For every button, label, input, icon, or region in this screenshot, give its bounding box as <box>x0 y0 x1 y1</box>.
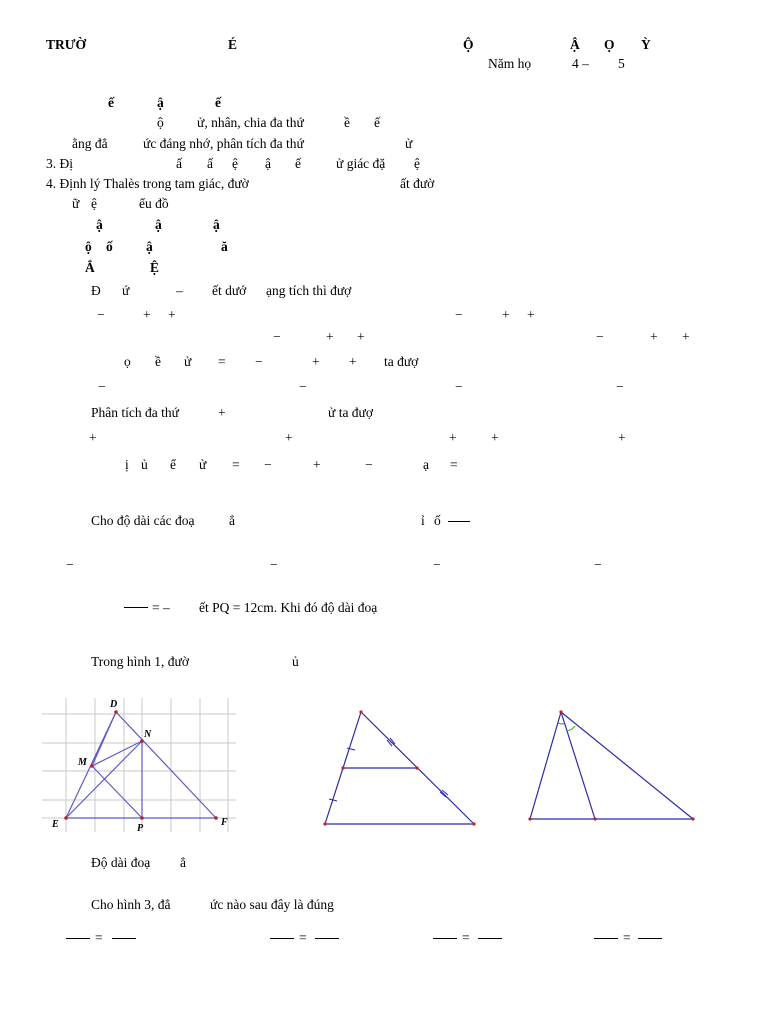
answer-c: + <box>357 329 365 344</box>
answer-c: − <box>455 379 463 394</box>
outline-fragment: ậ <box>96 217 103 232</box>
question-stem: ẳ <box>180 855 186 870</box>
question-stem: Phân tích đa thứ <box>91 405 179 420</box>
answer-a: + <box>89 430 97 445</box>
outline-fragment: ằng đẳ <box>72 136 108 151</box>
question-stem: ị <box>125 457 129 472</box>
question-stem: – <box>176 283 183 298</box>
answer-a-fraction <box>112 938 136 939</box>
answer-c: − <box>273 329 281 344</box>
outline-fragment: ế <box>215 95 221 110</box>
equals-sign: = <box>218 354 226 369</box>
answer-d: − <box>596 329 604 344</box>
outline-fragment: ề <box>344 115 350 130</box>
answer-d: + <box>650 329 658 344</box>
answer-c-fraction <box>433 938 457 939</box>
outline-fragment: ậ <box>155 217 162 232</box>
question-stem: ủ <box>141 457 148 472</box>
school-name: TRƯỜ <box>46 37 86 52</box>
equals-sign: = <box>623 930 631 945</box>
label-p: P <box>137 823 144 834</box>
section-heading: Ắ <box>85 260 95 275</box>
outline-fragment: ệ <box>91 196 97 211</box>
question-stem: ọ <box>124 354 131 369</box>
plus-sign: + <box>312 354 320 369</box>
outline-fragment: ậ <box>265 156 271 171</box>
answer-b: + <box>285 430 293 445</box>
answer-b: − <box>270 557 278 572</box>
question-stem: ạ <box>423 457 429 472</box>
answer-b: + <box>502 307 510 322</box>
label-n: N <box>144 729 152 740</box>
answer-a: + <box>143 307 151 322</box>
answer-b: − <box>299 379 307 394</box>
outline-fragment: ế <box>108 95 114 110</box>
answer-d: + <box>618 430 626 445</box>
question-stem: ể <box>170 457 176 472</box>
outline-fragment: ộ <box>85 239 92 254</box>
question-stem: Đ <box>91 283 101 298</box>
outline-fragment: ấ <box>207 156 213 171</box>
header-fragment: Ậ <box>570 37 580 52</box>
question-stem: Trong hình 1, đườ <box>91 654 189 669</box>
label-e: E <box>52 819 59 830</box>
plus-sign: + <box>218 405 226 420</box>
plus-sign: + <box>349 354 357 369</box>
answer-c: − <box>433 557 441 572</box>
question-stem: Cho hình 3, đẳ <box>91 897 171 912</box>
question-stem: ố <box>434 513 441 528</box>
answer-b: + <box>527 307 535 322</box>
question-stem: ết PQ = 12cm. Khi đó độ dài đoạ <box>199 600 378 615</box>
outline-fragment: ệ <box>414 156 420 171</box>
outline-fragment: ậ <box>146 239 153 254</box>
minus-sign: − <box>264 457 272 472</box>
equals-sign: = <box>462 930 470 945</box>
fraction-bar <box>448 521 470 522</box>
question-stem: ỉ <box>421 513 425 528</box>
section-heading: Ệ <box>150 260 160 275</box>
answer-a-fraction <box>66 938 90 939</box>
answer-d-fraction <box>638 938 662 939</box>
equals-sign: = <box>299 930 307 945</box>
outline-fragment: ộ <box>157 115 164 130</box>
question-stem: ề <box>155 354 161 369</box>
figure-3 <box>525 704 705 829</box>
header-fragment: Ộ <box>463 37 474 52</box>
outline-fragment: ố <box>106 239 113 254</box>
outline-line: 4. Định lý Thalès trong tam giác, đườ <box>46 176 249 191</box>
outline-fragment: ữ <box>72 196 80 211</box>
label-f: F <box>221 817 228 828</box>
figure-1 <box>40 696 240 836</box>
answer-d: + <box>682 329 690 344</box>
outline-fragment: ế <box>374 115 380 130</box>
outline-line: ử, nhân, chia đa thứ <box>197 115 304 130</box>
outline-fragment: ậ <box>213 217 220 232</box>
ratio-equation: = – <box>152 600 170 615</box>
label-d: D <box>110 699 118 710</box>
outline-fragment: ất đườ <box>400 176 435 191</box>
header-fragment: É <box>228 37 238 52</box>
outline-fragment: ậ <box>157 95 164 110</box>
outline-line: 3. Đị <box>46 156 73 171</box>
minus-sign: − <box>255 354 263 369</box>
outline-line: ức đáng nhớ, phân tích đa thứ <box>143 136 304 151</box>
answer-d: − <box>616 379 624 394</box>
school-year-value: 4 – <box>572 56 589 71</box>
question-stem: ủ <box>292 654 299 669</box>
outline-fragment: ế <box>295 156 301 171</box>
equals-sign: = <box>232 457 240 472</box>
question-stem: ết dướ <box>212 283 247 298</box>
question-stem: ử <box>199 457 207 472</box>
question-stem: Cho độ dài các đoạ <box>91 513 195 528</box>
answer-d-fraction <box>594 938 618 939</box>
fraction-bar <box>124 607 148 608</box>
question-stem: ta đượ <box>384 354 419 369</box>
question-stem: ức nào sau đây là đúng <box>210 897 334 912</box>
equals-sign: = <box>95 930 103 945</box>
outline-fragment: ă <box>221 239 228 254</box>
header-fragment: Ỳ <box>641 37 651 52</box>
answer-a: + <box>168 307 176 322</box>
outline-fragment: ử <box>405 136 413 151</box>
header-fragment: Ọ <box>604 37 615 52</box>
answer-c: + <box>491 430 499 445</box>
label-m: M <box>78 757 87 768</box>
answer-a: − <box>66 557 74 572</box>
plus-sign: + <box>313 457 321 472</box>
answer-c: + <box>326 329 334 344</box>
minus-sign: − <box>365 457 373 472</box>
question-stem: ạng tích thì đượ <box>266 283 352 298</box>
outline-fragment: ểu đồ <box>139 196 169 211</box>
answer-a: − <box>98 379 106 394</box>
outline-fragment: ệ <box>232 156 238 171</box>
question-stem: ẳ <box>229 513 235 528</box>
question-stem: Độ dài đoạ <box>91 855 151 870</box>
answer-d: − <box>594 557 602 572</box>
question-stem: ử ta đượ <box>328 405 374 420</box>
school-year-end: 5 <box>618 56 625 71</box>
question-stem: ử <box>184 354 192 369</box>
answer-b: − <box>455 307 463 322</box>
question-stem: ứ <box>122 283 130 298</box>
school-year-label: Năm họ <box>488 56 532 71</box>
outline-line: ử giác đặ <box>336 156 386 171</box>
answer-a: − <box>97 307 105 322</box>
answer-b-fraction <box>270 938 294 939</box>
outline-fragment: ấ <box>176 156 182 171</box>
answer-c: + <box>449 430 457 445</box>
figure-2 <box>320 704 480 834</box>
answer-c-fraction <box>478 938 502 939</box>
answer-b-fraction <box>315 938 339 939</box>
equals-sign: = <box>450 457 458 472</box>
